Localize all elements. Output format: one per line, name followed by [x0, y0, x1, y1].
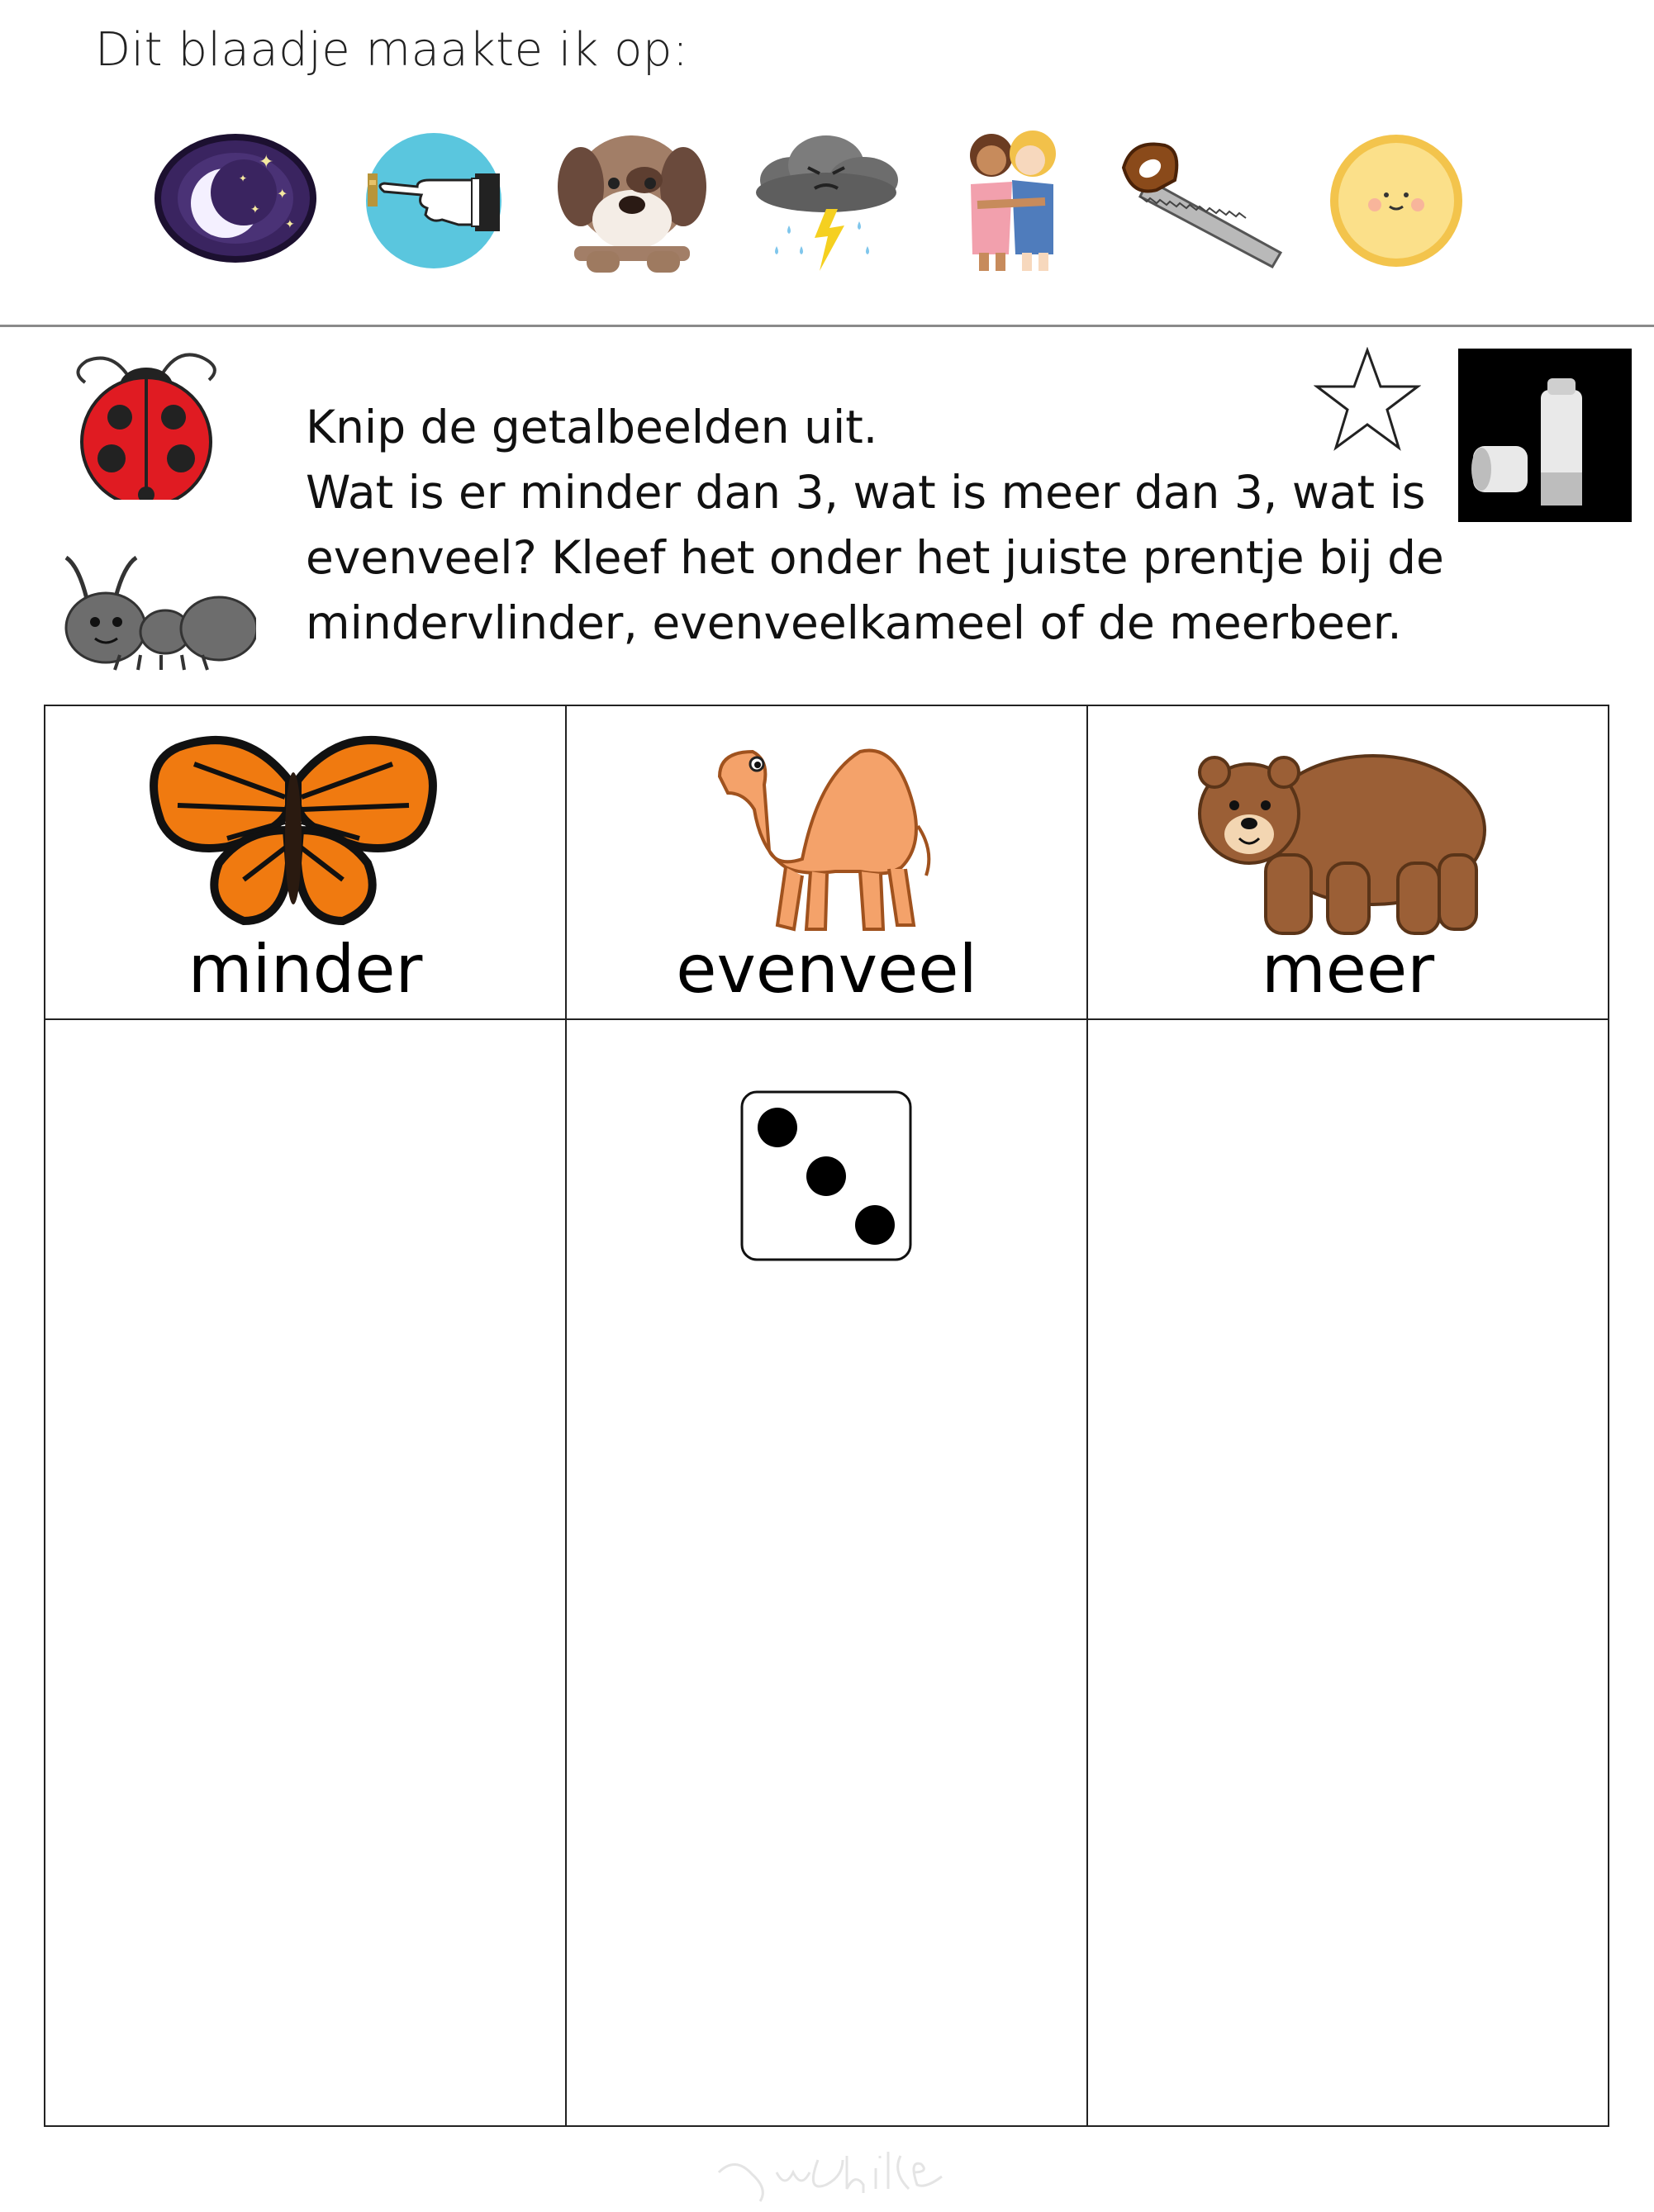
header-row-divider	[45, 1018, 1608, 1020]
moon-night-icon	[153, 122, 318, 279]
column-label-meer: meer	[1261, 931, 1435, 1008]
column-label-evenveel: evenveel	[676, 931, 977, 1008]
column-label-minder: minder	[188, 931, 423, 1008]
die-dot	[855, 1205, 895, 1245]
svg-text:✦: ✦	[250, 203, 260, 216]
column-header-minder	[45, 706, 565, 1018]
instruction-line: Wat is er minder dan 3, wat is meer dan 3, wat is	[306, 466, 1426, 519]
sun-icon	[1314, 122, 1479, 279]
header-divider	[0, 325, 1654, 327]
ant-icon	[58, 549, 256, 673]
example-dot-card	[740, 1090, 912, 1261]
ladybug-icon	[70, 343, 223, 500]
instruction-line: evenveel? Kleef het onder het juiste prentje bij de	[306, 531, 1444, 584]
die-dot	[806, 1156, 846, 1196]
star-icon	[1314, 347, 1421, 454]
hugging-friends-icon	[929, 122, 1095, 279]
die-dot	[758, 1108, 797, 1147]
svg-text:✦: ✦	[285, 218, 295, 231]
instruction-line: Knip de getalbeelden uit.	[306, 401, 878, 453]
svg-text:✦: ✦	[277, 186, 288, 202]
instruction-line: mindervlinder, evenveelkameel of de meerbeer.	[306, 596, 1402, 649]
column-header-meer	[1088, 706, 1608, 1018]
instructions	[306, 395, 1454, 656]
saw-icon	[1115, 122, 1281, 279]
dog-icon	[549, 122, 715, 279]
camel-icon	[695, 727, 943, 937]
bear-icon	[1191, 731, 1489, 937]
pointing-hand-icon	[351, 122, 516, 279]
svg-text:✦: ✦	[259, 152, 274, 173]
butterfly-icon	[145, 731, 442, 929]
svg-text:✦: ✦	[239, 173, 248, 184]
signature-watermark	[711, 2139, 950, 2205]
page-header-text: Dit blaadje maakte ik op:	[95, 23, 689, 77]
column-header-evenveel	[567, 706, 1086, 1018]
glue-stick-icon	[1458, 349, 1632, 522]
sorting-table	[44, 705, 1609, 2127]
storm-cloud-icon	[744, 122, 909, 279]
